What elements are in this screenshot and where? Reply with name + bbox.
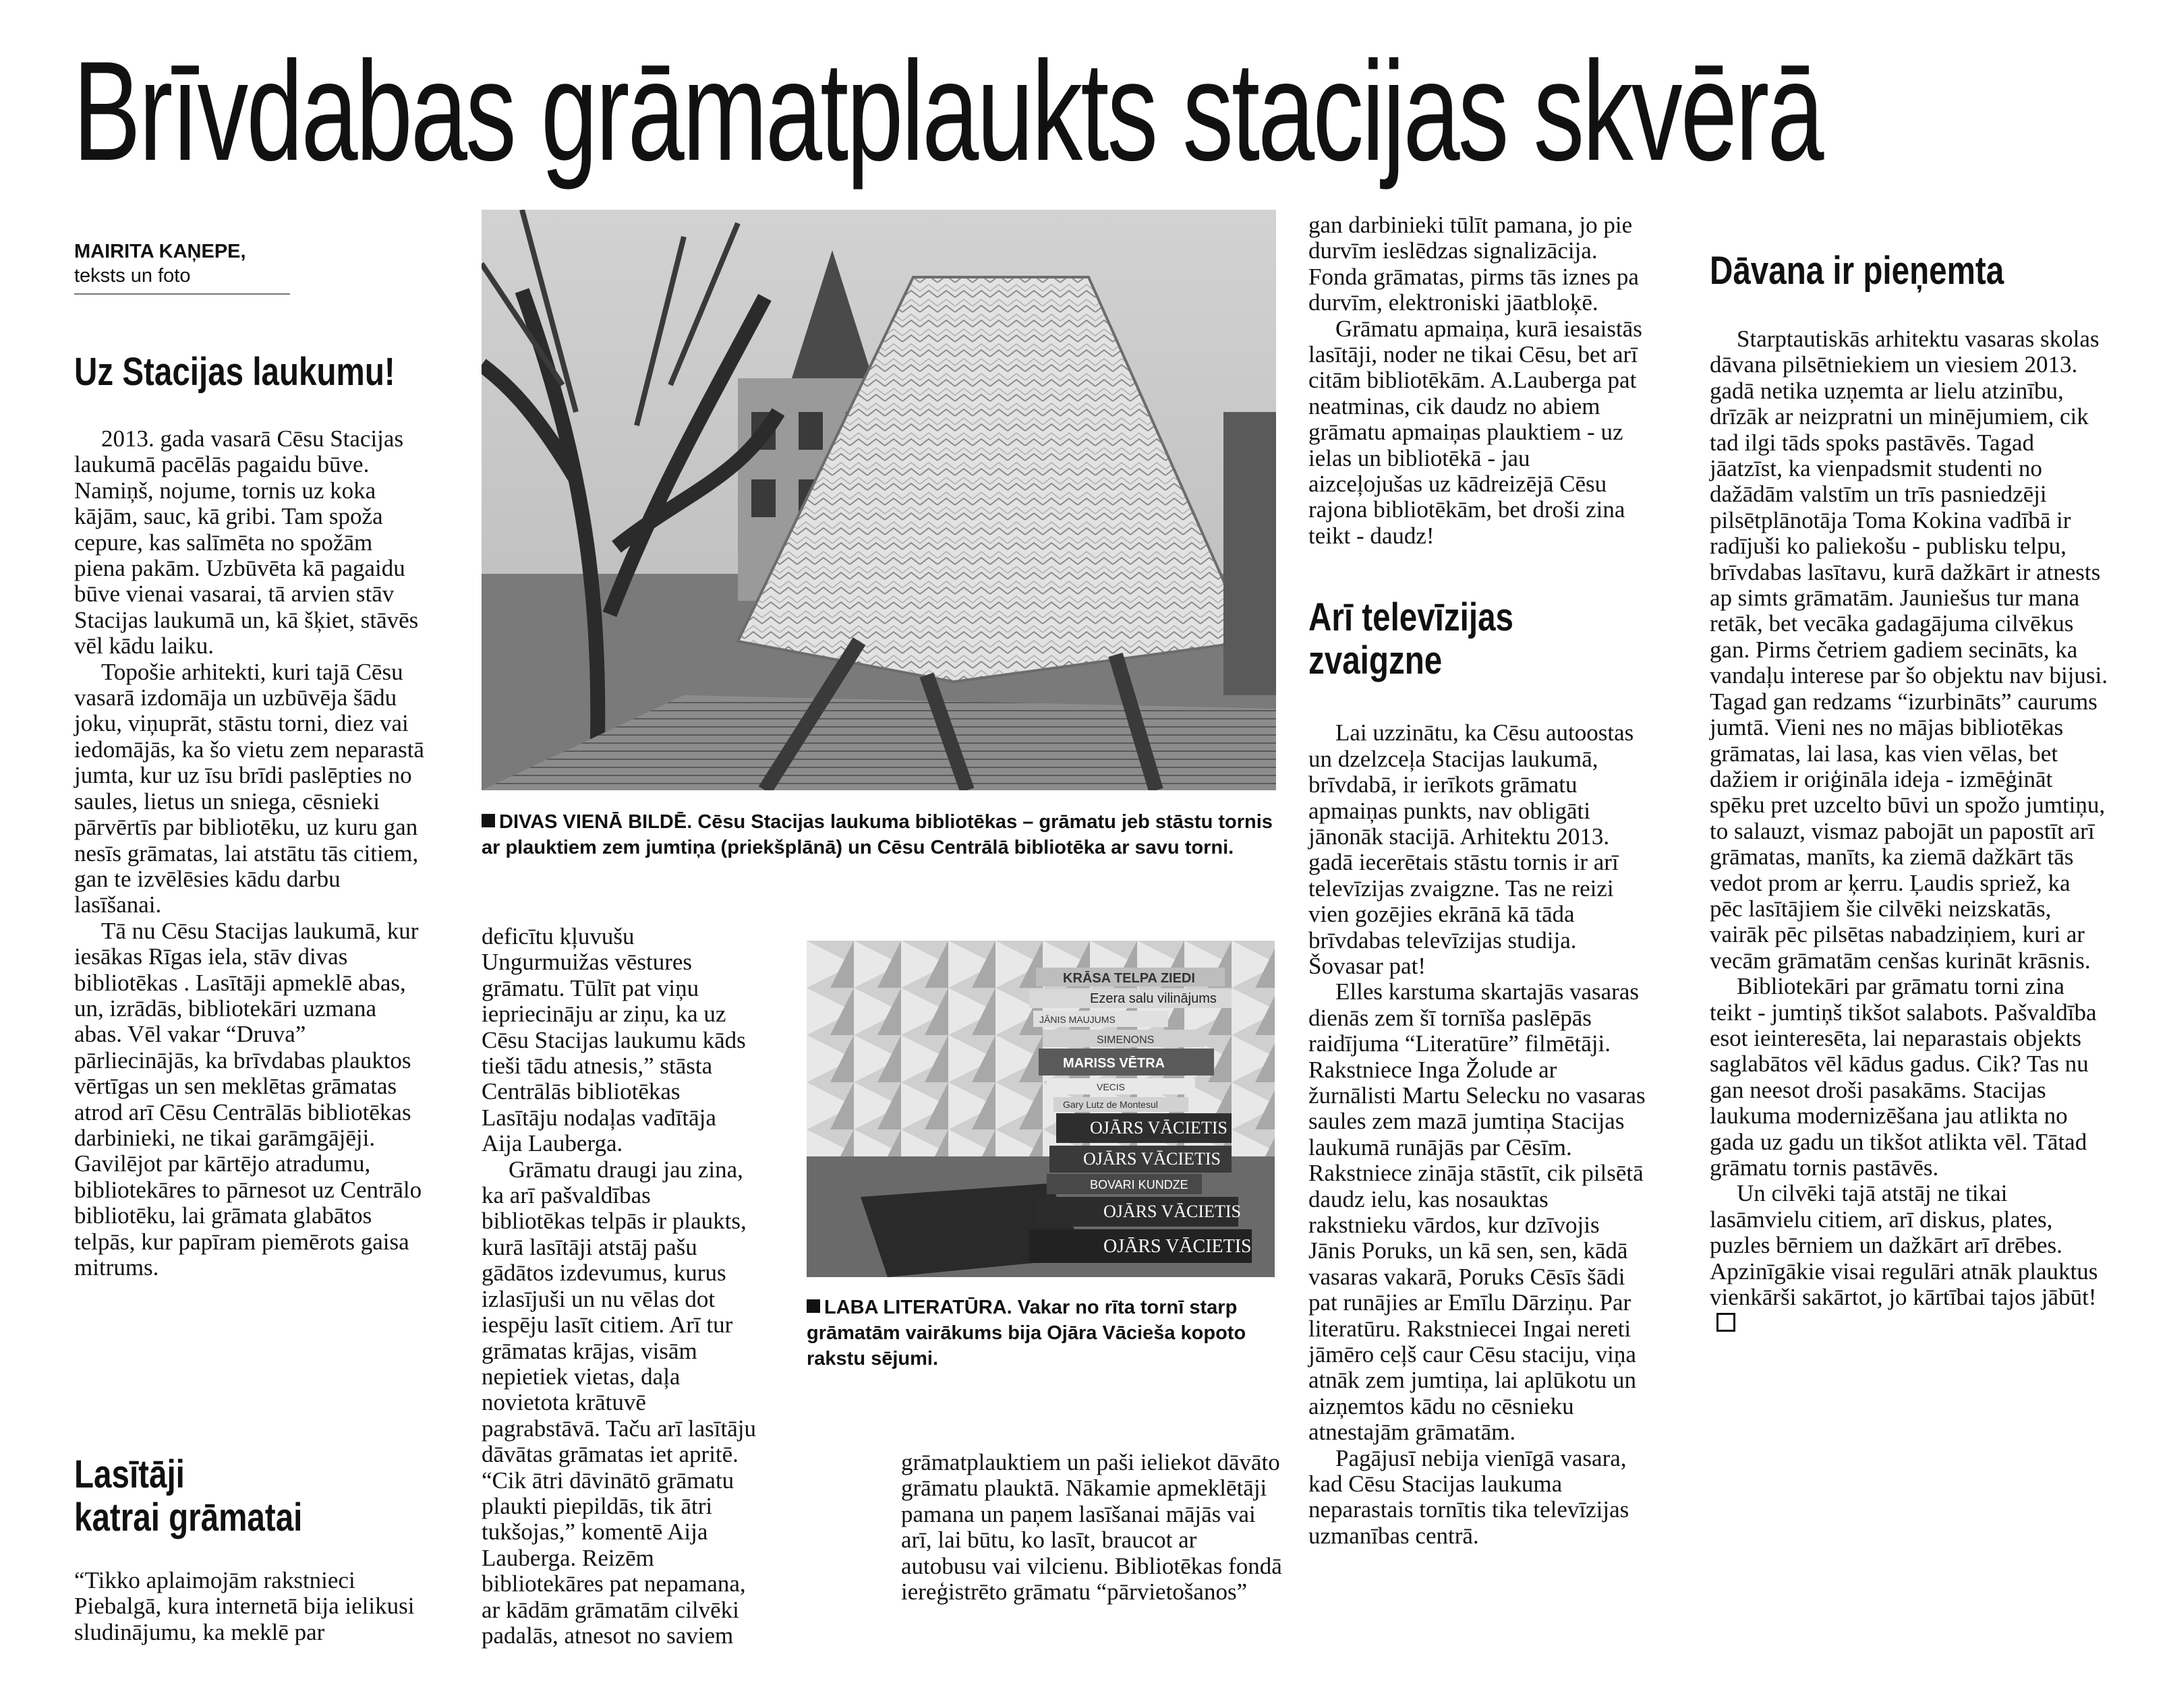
column-2: [482, 924, 758, 1649]
paragraph: deficītu kļuvušu Ungurmuižas vēstures grāmatu. Tūlīt pat viņu iepriecināju ar ziņu, ka uz Cēsu Stacijas laukumu kāds tieši tādu atnesis,” stāsta Centrālās bibliotēkas Lasītāju nodaļas vadītāja Aija Lauberga.: [482, 923, 746, 1157]
paragraph: Lai uzzinātu, ka Cēsu autoostas un dzelzceļa Stacijas laukumā, brīvdabā, ir ierīkots grāmatu apmaiņas punkts, nav obligāti jānonāk stacijā. Arhitektu 2013. gadā iecerētais stāstu tornis ir arī televīzijas zvaigzne. Tas ne reizi vien gozējies ekrānā kā tāda brīvdabas televīzijas studija. Šovasar pat!: [1308, 719, 1634, 979]
column-1: [74, 351, 425, 1280]
paragraph: Pagājusī nebija vienīgā vasara, kad Cēsu Stacijas laukuma neparastais tornītis tika televīzijas uzmanības centrā.: [1308, 1444, 1629, 1549]
book-title: Gary Lutz de Montesul: [1063, 1099, 1158, 1110]
column-2b: [901, 1450, 1285, 1605]
caption-title: DIVAS VIENĀ BILDĒ.: [499, 811, 693, 833]
photo-1-caption: [482, 809, 1276, 860]
paragraph: Tā nu Cēsu Stacijas laukumā, kur iesākas Rīgas iela, stāv divas bibliotēkas . Lasītāji apmeklē abas, un, izrādās, bibliotekāri uzmana abas. Vēl vakar “Druva” pārliecinājās, ka brīvdabas plauktos vērtīgas un sen meklētas grāmatas atrod arī Cēsu Centrālās bibliotēkas darbinieki, ne tikai garāmgājēji. Gavilējot par kārtējo atradumu, bibliotekāres to pārnesot uz Centrālo bibliotēku, lai grāmata glabātos telpās, kur papīram piemērots gaisa mitrums.: [74, 917, 422, 1280]
paragraph: Topošie arhitekti, kuri tajā Cēsu vasarā izdomāja un uzbūvēja šādu joku, viņuprāt, stāstu torni, diez vai iedomājās, ka šo vietu zem neparastā jumta, kur uz īsu brīdi paslēpties no saules, lietus un sniega, cēsnieki pārvērtīs par bibliotēku, uz kuru gan nesīs grāmatas, lai atstātu tās citiem, gan te izvēlēsies kādu darbu lasīšanai.: [74, 658, 424, 918]
paragraph: Bibliotekāri par grāmatu torni zina teikt - jumtiņš tikšot salabots. Pašvaldība esot ieinteresēta, lai neparastais objekts saglabātos vēl kādus gadus. Cik? Tas nu gan neesot droši pasakāms. Stacijas laukuma modernizēšana jau atlikta no gada uz gadu un tikšot atlikta vēl. Tātad grāmatu tornis pastāvēs.: [1710, 973, 2097, 1181]
paragraph: Elles karstuma skartajās vasaras dienās zem šī tornīša paslēpās raidījuma “Literatūre” filmētāji. Rakstniece Inga Žolude ar žurnālisti Martu Selecku no vasaras saules zem mazā jumtiņa Stacijas laukumā runājās par Cēsīm. Rakstniece zināja stāstīt, cik pilsētā daudz ielu, kas nosauktas rakstnieku vārdos, kur dzīvojis Jānis Poruks, un kā sen, sen, kādā vasaras vakarā, Poruks Cēsīs šādi pat runājies ar Emīlu Dārziņu. Par literatūru. Rakstniecei Ingai nereti jāmēro ceļš caur Cēsu staciju, viņa atnāk zem jumtiņa, lai aplūkotu un aizņemtos kādu no cēsnieku atnestajām grāmatām.: [1308, 978, 1646, 1446]
column-4: [1710, 249, 2108, 1336]
subheading-televizijas: Arī televīzijas zvaigzne: [1308, 595, 1514, 683]
paragraph: Un cilvēki tajā atstāj ne tikai lasāmvielu citiem, arī diskus, plates, puzles bērniem un dažkārt arī drēbes. Apzinīgākie visai regulāri atnāk plauktus vienkārši sakārtot, jo kārtībai tajos jābūt!: [1710, 1181, 2108, 1336]
subheading-lasitaji: Lasītāji katrai grāmatai: [74, 1452, 303, 1539]
author-name: MAIRITA KAŅEPE,: [74, 241, 246, 262]
paragraph: “Tikko aplaimojām rakstnieci Piebalgā, kura internetā bija ielikusi sludinājumu, ka meklē par: [74, 1567, 415, 1645]
caption-title: LABA LITERATŪRA.: [824, 1297, 1012, 1318]
paragraph: Starptautiskās arhitektu vasaras skolas dāvana pilsētniekiem un viesiem 2013. gadā netika uzņemta ar lielu atzinību, drīzāk ar neizpratni un minējumiem, cik tad ilgi tāds spoks pastāvēs. Tagad jāatzīst, ka vienpadsmit studenti no dažādām valstīm un trīs pasniedzēji pilsētplānotāja Toma Kokina vadībā ir radījuši ko paliekošu - publisku telpu, brīvdabas lasītavu, kurā dažkārt ir atnests ap simts grāmatām. Jauniešus tur mana retāk, bet vecāka gadagājuma cilvēkus gan. Pirms četriem gadiem secināts, ka vandaļu interese par šo objektu nav bijusi. Tagad gan redzams “izurbināts” caurums jumtā. Vieni nes no mājas bibliotēkas grāmatas, lai lasa, kas vien vēlas, bet dažiem ir oriģināla ideja - izmēģināt spēku pret uzcelto būvi un spožo jumtiņu, to salauzt, vismaz pabojāt un papostīt arī grāmatas, manīts, ka ziemā dažkārt tās vedot prom ar ķerru. Ļaudis spriež, ka pēc lasītājiem šie cilvēki neizskatās, vairāk pēc pilsētas nabadziņiem, kuri ar vecām grāmatām cenšas kurināt krāsnis.: [1710, 326, 2108, 974]
book-title: JĀNIS MAUJUMS: [1039, 1014, 1116, 1025]
book-title: OJĀRS VĀCIETIS: [1103, 1236, 1252, 1257]
book-title: SIMENONS: [1097, 1034, 1155, 1046]
book-title: VECIS: [1097, 1082, 1126, 1092]
book-title: OJĀRS VĀCIETIS: [1090, 1118, 1227, 1138]
book-title: Ezera salu vilinājums: [1090, 991, 1217, 1006]
end-of-article-icon: [1716, 1313, 1735, 1332]
paragraph: gan darbinieki tūlīt pamana, jo pie durvīm ieslēdzas signalizācija. Fonda grāmatas, pirms tās iznes pa durvīm, elektroniski jāatbloķē.: [1308, 212, 1639, 316]
book-title: BOVARI KUNDZE: [1090, 1178, 1188, 1191]
byline: [74, 239, 290, 295]
photo-2-caption: [807, 1295, 1275, 1372]
article-headline: Brīvdabas grāmatplaukts stacijas skvērā: [73, 32, 1822, 190]
paragraph: Grāmatu draugi jau zina, ka arī pašvaldības bibliotēkas telpās ir plaukts, kurā lasītāji atstāj pašu gādātos izdevumus, kurus izlasījuši un nu vēlas dot iespēju lasīt citiem. Arī tur grāmatas krājas, visām nepietiek vietas, daļa novietota krātuvē pagrabstāvā. Taču arī lasītāju dāvātas grāmatas iet apritē. “Cik ātri dāvinātō grāmatu plaukti piepildās, tik ātri tukšojas,” komentē Aija Lauberga. Reizēm bibliotekāres pat nepamana, ar kādām grāmatām cilvēki padalās, atnesot no saviem: [482, 1156, 757, 1649]
book-title: KRĀSA TELPA ZIEDI: [1063, 971, 1195, 986]
column-3: [1308, 212, 1649, 1549]
caption-text: Vakar no rīta tornī starp grāmatām vairākums bija Ojāra Vācieša kopoto rakstu sējumi.: [807, 1297, 1246, 1370]
paragraph: 2013. gada vasarā Cēsu Stacijas laukumā pacēlās pagaidu būve. Namiņš, nojume, tornis uz koka kājām, sauc, kā gribi. Tam spoža cepure, kas salīmēta no spožām piena pakām. Uzbūvēta kā pagaidu būve vienai vasarai, tā arvien stāv Stacijas laukumā un, kā šķiet, stāvēs vēl kādu laiku.: [74, 425, 419, 659]
book-title: MARISS VĒTRA: [1063, 1056, 1165, 1071]
author-role: teksts un foto: [74, 265, 191, 287]
column-1-bottom: [74, 1453, 425, 1645]
caption-text: Cēsu Stacijas laukuma bibliotēkas – grāmatu jeb stāstu tornis ar plauktiem zem jumtiņa (priekšplānā) un Cēsu Centrālā bibliotēka ar savu torni.: [482, 811, 1273, 858]
photo-books-stack: [807, 941, 1275, 1277]
photo-books-stack-image: [807, 941, 1275, 1277]
subheading-uz-stacijas: Uz Stacijas laukumu!: [74, 350, 395, 394]
photo-book-tower: [482, 210, 1276, 790]
caption-marker-icon: [482, 814, 495, 827]
photo-book-tower-image: [482, 210, 1276, 790]
book-title: OJĀRS VĀCIETIS: [1103, 1202, 1241, 1221]
paragraph: Grāmatu apmaiņa, kurā iesaistās lasītāji, noder ne tikai Cēsu, bet arī citām bibliotēkām. A.Lauberga pat neatminas, cik daudz no abiem grāmatu apmaiņas plauktiem - uz ielas un bibliotēkā - jau aizceļojušas uz kādreizējā Cēsu rajona bibliotēkām, bet droši zina teikt - daudz!: [1308, 315, 1642, 549]
book-title: OJĀRS VĀCIETIS: [1083, 1149, 1221, 1169]
caption-marker-icon: [807, 1299, 820, 1313]
subheading-davana: Dāvana ir pieņemta: [1710, 249, 2004, 293]
paragraph: grāmatplauktiem un paši ieliekot dāvāto grāmatu plauktā. Nākamie apmeklētāji pamana un paņem lasīšanai mājās vai arī, lai būtu, ko lasīt, braucot ar autobusu vai vilcienu. Bibliotēkas fondā iereģistrēto grāmatu “pārvietošanos”: [901, 1449, 1282, 1606]
